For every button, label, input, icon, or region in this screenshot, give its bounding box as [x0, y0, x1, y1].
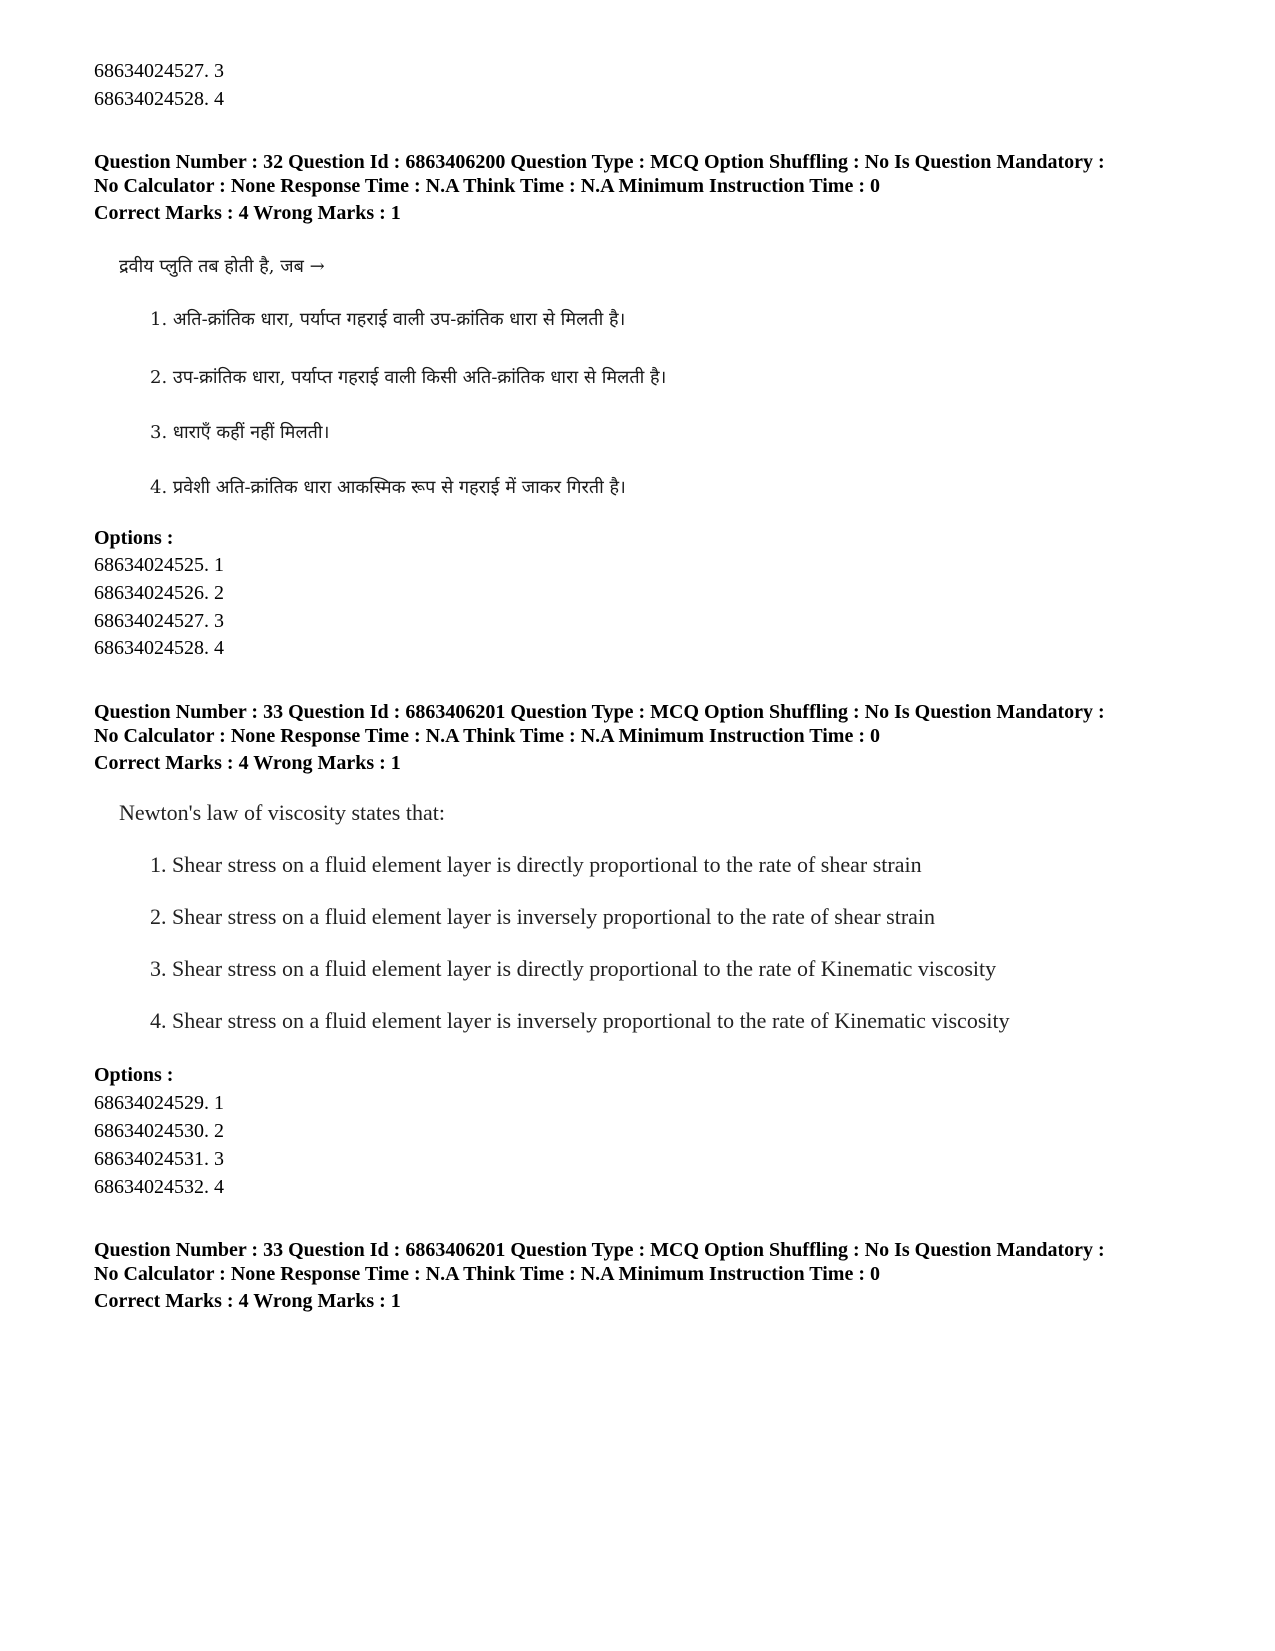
- question-33-stem: Newton's law of viscosity states that:: [119, 800, 445, 825]
- question-header-line2: No Calculator : None Response Time : N.A Think Time : N.A Minimum Instruction Time : 0: [94, 725, 880, 747]
- question-32-stem: द्रवीय प्लुति तब होती है, जब →: [119, 256, 325, 277]
- question-header-line1: Question Number : 33 Question Id : 6863406201 Question Type : MCQ Option Shuffling : No Is Question Mandatory :: [94, 701, 1105, 723]
- options-label: Options :: [94, 1064, 174, 1086]
- option-line: 68634024525. 1: [94, 554, 224, 576]
- question-33-choice-4: 4. Shear stress on a fluid element layer is inversely proportional to the rate of Kinematic viscosity: [150, 1008, 1010, 1033]
- question-header-line1: Question Number : 33 Question Id : 6863406201 Question Type : MCQ Option Shuffling : No Is Question Mandatory :: [94, 1239, 1105, 1261]
- question-33-repeat-header: [94, 1238, 1214, 1286]
- question-33-repeat-marks: Correct Marks : 4 Wrong Marks : 1: [94, 1290, 401, 1312]
- question-header-line2: No Calculator : None Response Time : N.A Think Time : N.A Minimum Instruction Time : 0: [94, 175, 880, 197]
- option-line: 68634024526. 2: [94, 582, 224, 604]
- question-32-choice-3: 3. धाराएँ कहीं नहीं मिलती।: [150, 422, 330, 443]
- question-32-choice-4: 4. प्रवेशी अति-क्रांतिक धारा आकस्मिक रूप से गहराई में जाकर गिरती है।: [150, 477, 626, 498]
- question-33-choice-3: 3. Shear stress on a fluid element layer is directly proportional to the rate of Kinematic viscosity: [150, 956, 997, 981]
- question-33-choice-2: 2. Shear stress on a fluid element layer is inversely proportional to the rate of shear strain: [150, 904, 936, 929]
- question-33-marks: Correct Marks : 4 Wrong Marks : 1: [94, 752, 401, 774]
- question-32-choice-1: 1. अति-क्रांतिक धारा, पर्याप्त गहराई वाली उप-क्रांतिक धारा से मिलती है।: [150, 309, 626, 330]
- option-line: 68634024528. 4: [94, 637, 224, 659]
- option-line: 68634024531. 3: [94, 1148, 224, 1170]
- question-32-choice-2: 2. उप-क्रांतिक धारा, पर्याप्त गहराई वाली किसी अति-क्रांतिक धारा से मिलती है।: [150, 367, 667, 388]
- option-line: 68634024528. 4: [94, 88, 224, 110]
- option-line: 68634024529. 1: [94, 1092, 224, 1114]
- question-33-header: [94, 700, 1214, 748]
- question-33-choice-1: 1. Shear stress on a fluid element layer is directly proportional to the rate of shear strain: [150, 852, 922, 877]
- question-32-header: [94, 150, 1214, 198]
- question-header-line2: No Calculator : None Response Time : N.A Think Time : N.A Minimum Instruction Time : 0: [94, 1263, 880, 1285]
- options-label: Options :: [94, 527, 174, 549]
- option-line: 68634024530. 2: [94, 1120, 224, 1142]
- option-line: 68634024527. 3: [94, 610, 224, 632]
- question-32-marks: Correct Marks : 4 Wrong Marks : 1: [94, 202, 401, 224]
- option-line: 68634024527. 3: [94, 60, 224, 82]
- question-header-line1: Question Number : 32 Question Id : 6863406200 Question Type : MCQ Option Shuffling : No Is Question Mandatory :: [94, 151, 1105, 173]
- option-line: 68634024532. 4: [94, 1176, 224, 1198]
